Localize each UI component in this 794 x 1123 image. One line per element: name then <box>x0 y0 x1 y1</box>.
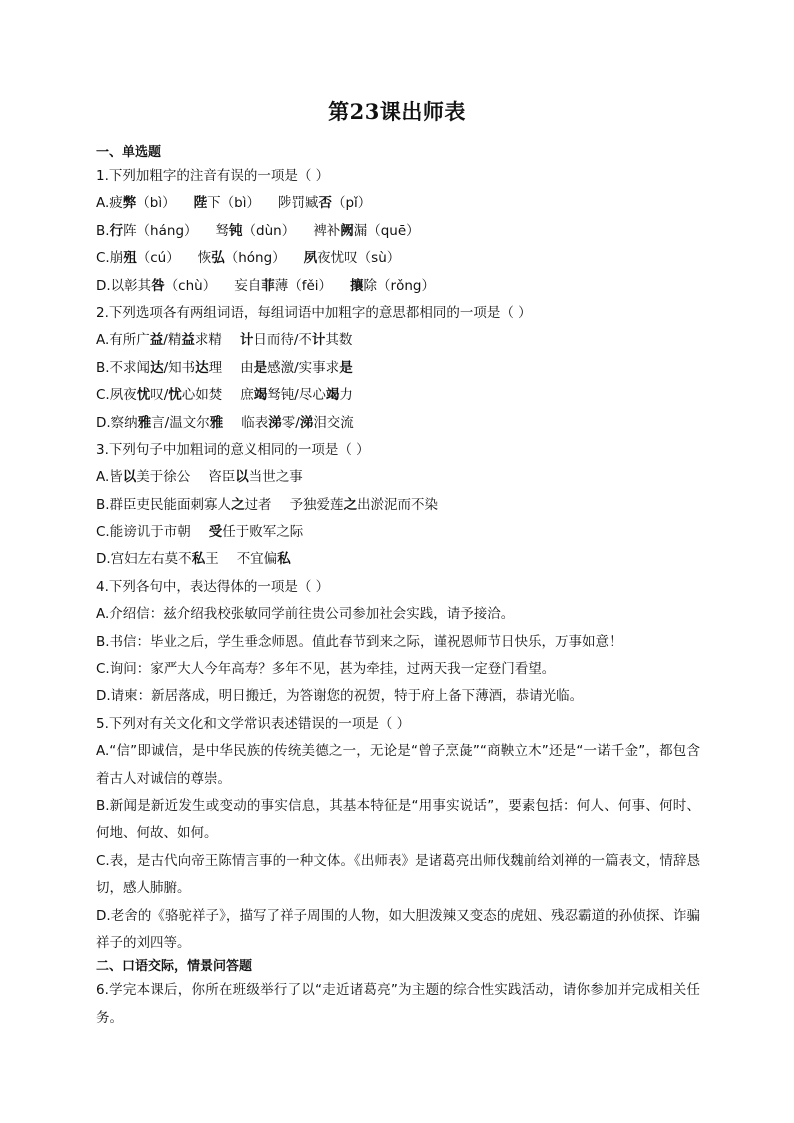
section-title-single-choice: 一、单选题 <box>96 145 162 160</box>
question-4-stem: 4.下列各句中，表达得体的一项是（ ） <box>96 578 330 595</box>
section-title-oral-communication: 二、口语交际，情景问答题 <box>96 959 253 975</box>
question-2-option-d: D.察纳雅言/温文尔雅 临表涕零/涕泪交流 <box>96 414 354 431</box>
question-5-stem: 5.下列对有关文化和文学常识表述错误的一项是（ ） <box>96 715 411 732</box>
question-3-option-a: A.皆以美于徐公 咨臣以当世之事 <box>96 469 303 486</box>
question-4-option-d: D.请柬：新居落成，明日搬迁，为答谢您的祝贺，特于府上备下薄酒，恭请光临。 <box>96 688 584 705</box>
question-5-option-d: D.老舍的《骆驼祥子》，描写了祥子周围的人物，如大胆泼辣又变态的虎妞、残忍霸道的孙侦探、诈骗祥子的刘四等。 <box>96 907 700 952</box>
question-3-option-d: D.宫妇左右莫不私王 不宜偏私 <box>96 551 291 568</box>
question-5-option-b: B.新闻是新近发生或变动的事实信息，其基本特征是“用事实说话”，要素包括：何人、何事、何时、何地、何故、如何。 <box>96 798 700 842</box>
question-1-option-b: B.行阵（háng） 驽钝（dùn） 裨补阙漏（quē） <box>96 222 420 239</box>
page-title: 第23课出师表 <box>328 99 466 124</box>
question-2-option-a: A.有所广益/精益求精 计日而待/不计其数 <box>96 332 353 349</box>
question-1-stem: 1.下列加粗字的注音有误的一项是（ ） <box>96 168 330 184</box>
question-3-option-b: B.群臣吏民能面刺寡人之过者 予独爱莲之出淤泥而不染 <box>96 496 439 513</box>
question-1-option-a: A.疲弊（bì） 陛下（bì） 陟罚臧否（pǐ） <box>96 195 372 212</box>
question-5-option-a: A.“信”即诚信，是中华民族的传统美德之一，无论是“曾子烹彘”“商鞅立木”还是“一诺千金”，都包含着古人对诚信的尊崇。 <box>96 743 700 787</box>
question-4-option-a: A.介绍信：兹介绍我校张敏同学前往贵公司参加社会实践，请予接洽。 <box>96 606 515 623</box>
question-4-option-c: C.询问：家严大人今年高寿？多年不见，甚为牵挂，过两天我一定登门看望。 <box>96 661 556 678</box>
question-6-stem: 6.学完本课后，你所在班级举行了以“走近诸葛亮”为主题的综合性实践活动，请你参加并完成相关任务。 <box>96 982 700 1026</box>
question-2-option-c: C.夙夜忧叹/忧心如焚 庶竭驽钝/尽心竭力 <box>96 387 353 404</box>
question-1-option-c: C.崩殂（cú） 恢弘（hóng） 夙夜忧叹（sù） <box>96 250 401 267</box>
document-content <box>96 143 700 1032</box>
question-5-option-c: C.表，是古代向帝王陈情言事的一种文体。《出师表》是诸葛亮出师伐魏前给刘禅的一篇表文，情辞恳切，感人肺腑。 <box>96 852 700 897</box>
question-4-option-b: B.书信：毕业之后，学生垂念师恩。值此春节到来之际，谨祝恩师节日快乐，万事如意！ <box>96 633 623 650</box>
question-3-stem: 3.下列句子中加粗词的意义相同的一项是（ ） <box>96 441 370 458</box>
question-1-option-d: D.以彰其咎（chù） 妄自菲薄（fěi） 攘除（rǒng） <box>96 277 435 294</box>
question-3-option-c: C.能谤讥于市朝 受任于败军之际 <box>96 524 304 541</box>
question-2-stem: 2.下列选项各有两组词语，每组词语中加粗字的意思都相同的一项是（ ） <box>96 304 532 321</box>
question-2-option-b: B.不求闻达/知书达理 由是感激/实事求是 <box>96 359 353 376</box>
